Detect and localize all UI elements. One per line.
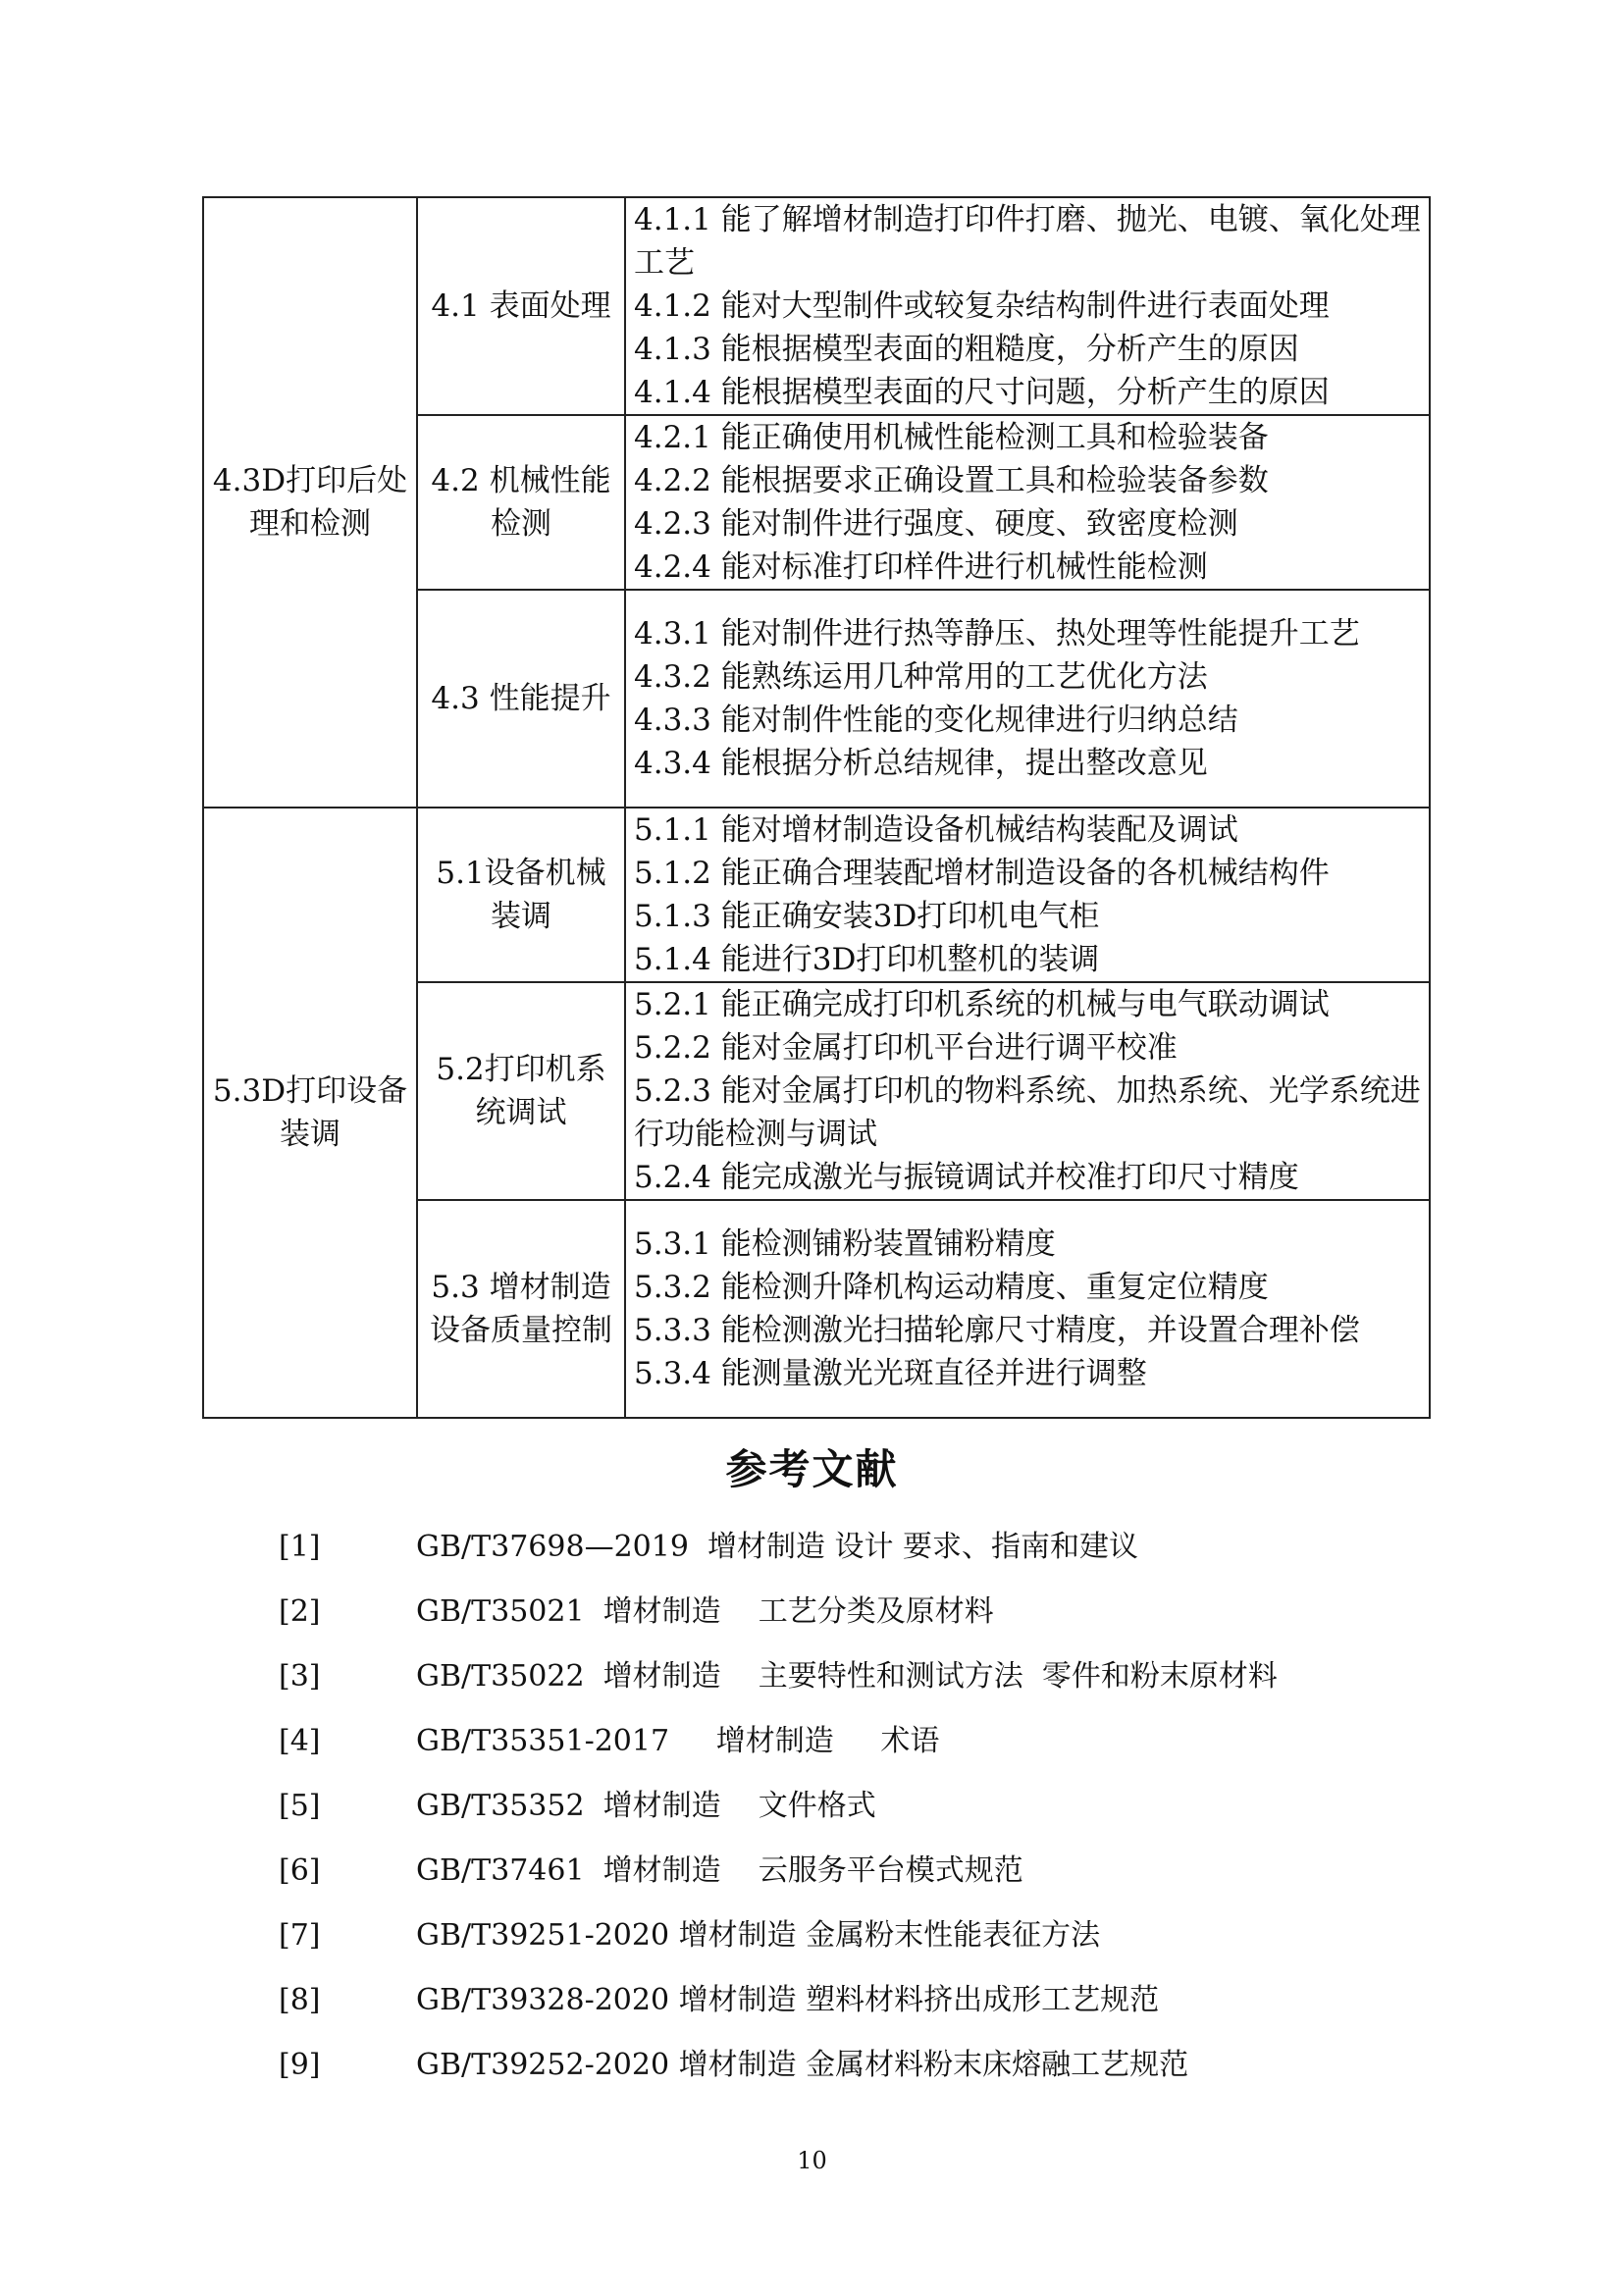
skill-item: 4.2.2 能根据要求正确设置工具和检验装备参数	[634, 463, 1269, 498]
skill-item: 4.1.2 能对大型制件或较复杂结构制件进行表面处理	[634, 288, 1330, 324]
skill-item: 5.3.2 能检测升降机构运动精度、重复定位精度	[634, 1270, 1269, 1305]
references-list	[279, 1526, 1407, 2109]
items-cell	[625, 590, 1430, 808]
subcategory-cell	[417, 590, 625, 808]
table-row	[203, 808, 1430, 982]
reference-number: [7]	[279, 1918, 321, 1953]
skill-item: 4.1.1 能了解增材制造打印件打磨、抛光、电镀、氧化处理工艺	[634, 202, 1421, 281]
reference-item	[279, 2044, 1407, 2109]
items-cell	[625, 197, 1430, 415]
category-label: 4.3D打印后处理和检测	[212, 463, 408, 542]
subcategory-cell	[417, 982, 625, 1200]
skill-item: 4.1.4 能根据模型表面的尺寸问题，分析产生的原因	[634, 375, 1330, 410]
skill-item: 4.2.1 能正确使用机械性能检测工具和检验装备	[634, 420, 1269, 455]
skill-item: 5.1.2 能正确合理装配增材制造设备的各机械结构件	[634, 856, 1330, 891]
reference-text: GB/T35022 增材制造 主要特性和测试方法 零件和粉末原材料	[416, 1659, 1278, 1694]
reference-item	[279, 1785, 1407, 1850]
subcategory-label: 4.2 机械性能检测	[431, 463, 611, 542]
reference-number: [6]	[279, 1853, 321, 1888]
skill-item: 4.3.3 能对制件性能的变化规律进行归纳总结	[634, 703, 1238, 738]
reference-number: [3]	[279, 1659, 321, 1694]
reference-item	[279, 1591, 1407, 1655]
reference-number: [4]	[279, 1724, 321, 1758]
skill-item: 5.2.2 能对金属打印机平台进行调平校准	[634, 1030, 1178, 1066]
skill-item: 4.1.3 能根据模型表面的粗糙度，分析产生的原因	[634, 332, 1299, 367]
reference-number: [9]	[279, 2048, 321, 2082]
items-cell	[625, 808, 1430, 982]
reference-text: GB/T35021 增材制造 工艺分类及原材料	[416, 1594, 994, 1629]
skill-item: 4.2.3 能对制件进行强度、硬度、致密度检测	[634, 506, 1238, 542]
reference-item	[279, 1720, 1407, 1785]
reference-item	[279, 1914, 1407, 1979]
reference-text: GB/T37698—2019 增材制造 设计 要求、指南和建议	[416, 1530, 1139, 1564]
items-cell	[625, 415, 1430, 590]
reference-number: [5]	[279, 1789, 321, 1823]
reference-text: GB/T35352 增材制造 文件格式	[416, 1789, 876, 1823]
table-row	[203, 197, 1430, 415]
reference-text: GB/T39328-2020 增材制造 塑料材料挤出成形工艺规范	[416, 1983, 1160, 2017]
category-cell	[203, 197, 417, 808]
subcategory-cell	[417, 415, 625, 590]
skill-item: 5.1.3 能正确安装3D打印机电气柜	[634, 899, 1100, 934]
reference-item	[279, 1655, 1407, 1720]
reference-text: GB/T35351-2017 增材制造 术语	[416, 1724, 940, 1758]
skill-item: 5.3.1 能检测铺粉装置铺粉精度	[634, 1226, 1056, 1262]
subcategory-label: 5.3 增材制造设备质量控制	[430, 1270, 612, 1348]
category-label: 5.3D打印设备装调	[212, 1073, 408, 1152]
skills-table	[202, 196, 1431, 1419]
subcategory-cell	[417, 808, 625, 982]
skill-item: 4.3.1 能对制件进行热等静压、热处理等性能提升工艺	[634, 616, 1360, 652]
reference-text: GB/T39252-2020 增材制造 金属材料粉末床熔融工艺规范	[416, 2048, 1189, 2082]
skill-item: 5.1.1 能对增材制造设备机械结构装配及调试	[634, 812, 1238, 848]
category-cell	[203, 808, 417, 1418]
skill-item: 4.2.4 能对标准打印样件进行机械性能检测	[634, 549, 1208, 585]
subcategory-cell	[417, 1200, 625, 1418]
skill-item: 5.2.4 能完成激光与振镜调试并校准打印尺寸精度	[634, 1160, 1299, 1195]
reference-item	[279, 1526, 1407, 1591]
skill-item: 5.3.3 能检测激光扫描轮廓尺寸精度，并设置合理补偿	[634, 1313, 1360, 1348]
skill-item: 4.3.2 能熟练运用几种常用的工艺优化方法	[634, 659, 1208, 695]
reference-item	[279, 1850, 1407, 1914]
skill-item: 4.3.4 能根据分析总结规律，提出整改意见	[634, 746, 1208, 781]
skill-item: 5.2.3 能对金属打印机的物料系统、加热系统、光学系统进行功能检测与调试	[634, 1073, 1421, 1152]
page-number: 10	[797, 2147, 827, 2174]
items-cell	[625, 1200, 1430, 1418]
reference-item	[279, 1979, 1407, 2044]
subcategory-cell	[417, 197, 625, 415]
subcategory-label: 5.1设备机械装调	[436, 856, 606, 934]
skill-item: 5.3.4 能测量激光光斑直径并进行调整	[634, 1356, 1147, 1391]
reference-number: [8]	[279, 1983, 321, 2017]
subcategory-label: 5.2打印机系统调试	[436, 1052, 606, 1130]
subcategory-label: 4.1 表面处理	[431, 288, 611, 324]
references-title: 参考文献	[725, 1445, 899, 1493]
subcategory-label: 4.3 性能提升	[431, 681, 611, 716]
items-cell	[625, 982, 1430, 1200]
skill-item: 5.1.4 能进行3D打印机整机的装调	[634, 942, 1100, 977]
reference-text: GB/T37461 增材制造 云服务平台模式规范	[416, 1853, 1023, 1888]
reference-number: [1]	[279, 1530, 321, 1564]
reference-number: [2]	[279, 1594, 321, 1629]
reference-text: GB/T39251-2020 增材制造 金属粉末性能表征方法	[416, 1918, 1101, 1953]
skill-item: 5.2.1 能正确完成打印机系统的机械与电气联动调试	[634, 987, 1330, 1022]
